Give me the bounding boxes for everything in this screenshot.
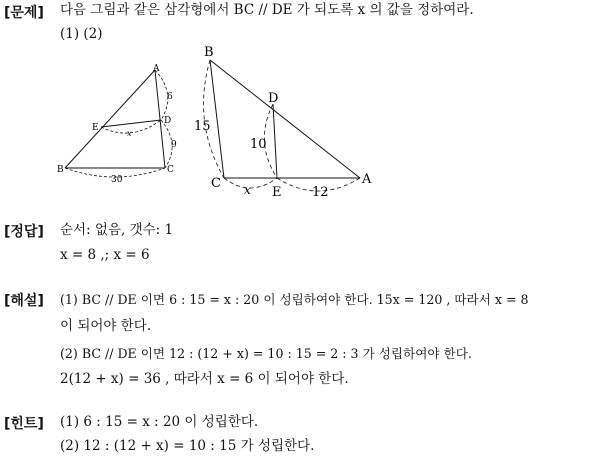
hint-tag: [힌트] xyxy=(4,416,44,432)
answer-tag: [정답] xyxy=(4,224,44,240)
fig1-len-DC: 9 xyxy=(171,140,177,150)
figure-2-triangle xyxy=(190,42,385,202)
fig1-label-C: C xyxy=(167,165,174,175)
problem-tag: [문제] xyxy=(4,5,44,21)
fig1-len-BC: 30 xyxy=(111,175,123,185)
fig1-label-B: B xyxy=(57,165,64,175)
fig1-label-A: A xyxy=(153,64,160,74)
fig2-label-B: B xyxy=(204,45,214,60)
fig2-label-A: A xyxy=(362,172,372,187)
fig1-label-E: E xyxy=(92,123,99,133)
answer-line-1: 순서: 없음, 갯수: 1 xyxy=(60,222,174,238)
fig2-len-BC: 15 xyxy=(194,119,211,134)
solution-line-2: 이 되어야 한다. xyxy=(60,318,152,334)
fig1-len-ED: x xyxy=(127,129,132,138)
figure-1-triangle xyxy=(55,62,195,187)
fig2-len-DE: 10 xyxy=(250,137,267,152)
fig1-len-AD: 6 xyxy=(167,92,173,102)
hint-line-1: (1) 6 : 15 = x : 20 이 성립한다. xyxy=(60,414,259,430)
fig2-len-EA: 12 xyxy=(312,185,329,200)
solution-line-1: (1) BC // DE 이면 6 : 15 = x : 20 이 성립하여야 한다. 15x = 120 , 따라서 x = 8 xyxy=(60,292,529,307)
problem-parts: (1) (2) xyxy=(60,26,103,42)
fig2-label-C: C xyxy=(211,176,221,191)
solution-line-3: (2) BC // DE 이면 12 : (12 + x) = 10 : 15 = 2 : 3 가 성립하여야 한다. xyxy=(60,346,472,361)
fig1-label-D: D xyxy=(164,116,172,126)
fig2-len-CE: x xyxy=(244,183,251,197)
fig2-label-D: D xyxy=(268,91,279,106)
hint-line-2: (2) 12 : (12 + x) = 10 : 15 가 성립한다. xyxy=(60,438,315,454)
answer-line-2: x = 8 ,; x = 6 xyxy=(60,247,150,263)
fig2-label-E: E xyxy=(272,185,282,200)
solution-line-4: 2(12 + x) = 36 , 따라서 x = 6 이 되어야 한다. xyxy=(60,371,349,387)
problem-text: 다음 그림과 같은 삼각형에서 BC // DE 가 되도록 x 의 값을 정하여라. xyxy=(60,2,474,18)
solution-tag: [해설] xyxy=(4,293,44,309)
